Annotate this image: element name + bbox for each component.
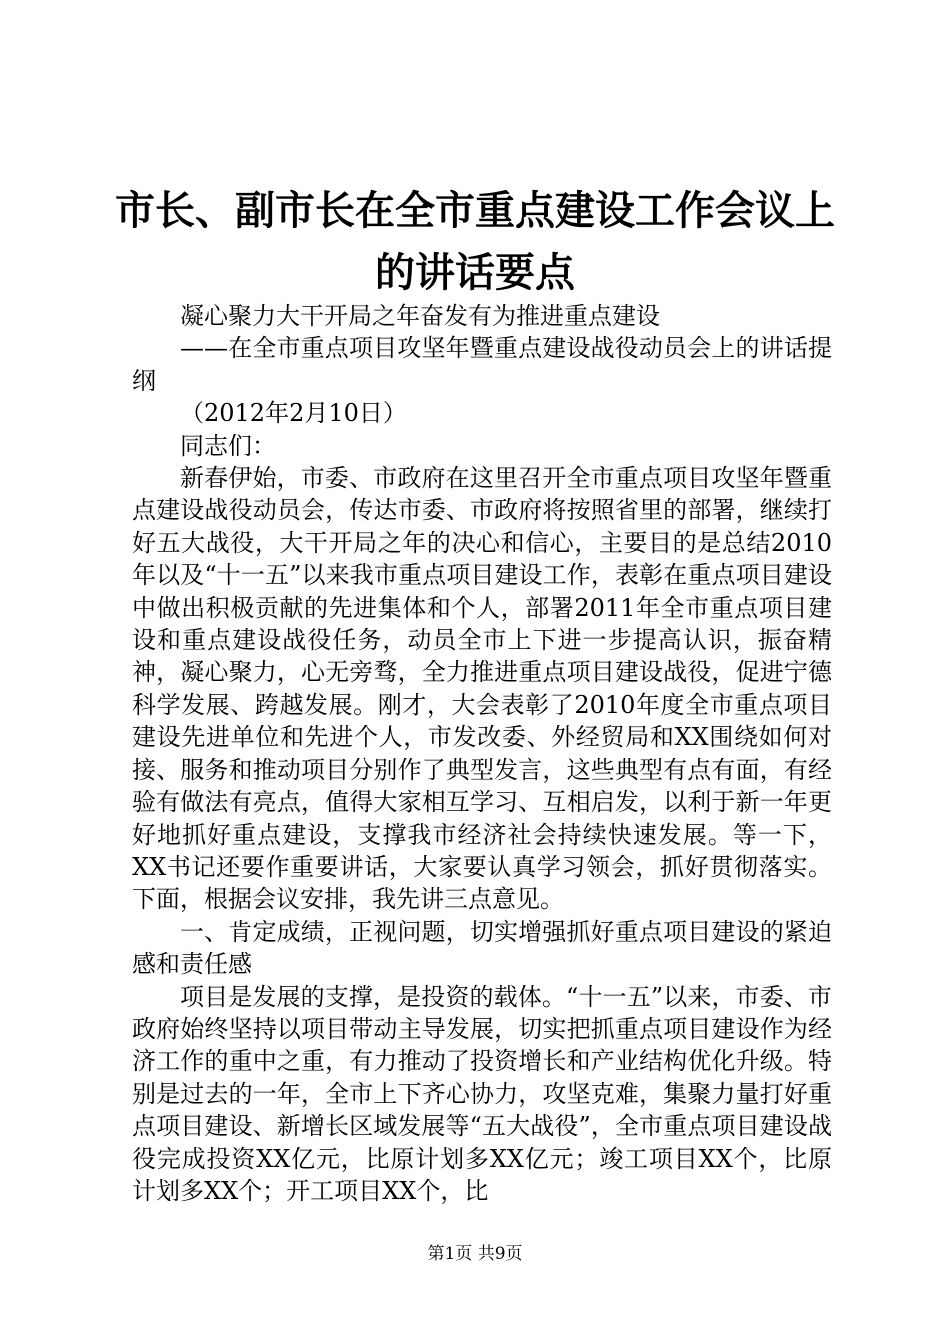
date-line: （2012年2月10日） — [180, 399, 407, 428]
page-footer: 第1页 共9页 — [427, 1244, 523, 1264]
document-body — [132, 300, 832, 1207]
document-title: 市长、副市长在全市重点建设工作会议上的讲话要点 — [115, 188, 835, 296]
paragraph-2: 项目是发展的支撑，是投资的载体。“十一五”以来，市委、市政府始终坚持以项目带动主导发展，切实把抓重点项目建设作为经济工作的重中之重，有力推动了投资增长和产业结构优化升级。特别是过去的一年，全市上下齐心协力，攻坚克难，集聚力量打好重点项目建设、新增长区域发展等“五大战役”，全市重点项目建设战役完成投资XX亿元，比原计划多XX亿元；竣工项目XX个，比原计划多XX个；开工项目XX个，比 — [132, 982, 832, 1205]
paragraph-1: 新春伊始，市委、市政府在这里召开全市重点项目攻坚年暨重点建设战役动员会，传达市委、市政府将按照省里的部署，继续打好五大战役，大干开局之年的决心和信心，主要目的是总结2010年以及“十一五”以来我市重点项目建设工作，表彰在重点项目建设中做出积极贡献的先进集体和个人，部署2011年全市重点项目建设和重点建设战役任务，动员全市上下进一步提高认识，振奋精神，凝心聚力，心无旁骛，全力推进重点项目建设战役，促进宁德科学发展、跨越发展。刚才，大会表彰了2010年度全市重点项目建设先进单位和先进个人，市发改委、外经贸局和XX围绕如何对接、服务和推动项目分别作了典型发言，这些典型有点有面，有经验有做法有亮点，值得大家相互学习、互相启发，以利于新一年更好地抓好重点建设，支撑我市经济社会持续快速发展。等一下，XX书记还要作重要讲话，大家要认真学习领会，抓好贯彻落实。下面，根据会议安排，我先讲三点意见。 — [132, 464, 832, 914]
greeting: 同志们： — [180, 431, 276, 460]
subtitle: 凝心聚力大干开局之年奋发有为推进重点建设 — [180, 302, 660, 330]
subtitle-2: ——在全市重点项目攻坚年暨重点建设战役动员会上的讲话提纲 — [132, 334, 832, 395]
section-heading-1: 一、肯定成绩，正视问题，切实增强抓好重点项目建设的紧迫感和责任感 — [132, 917, 832, 979]
